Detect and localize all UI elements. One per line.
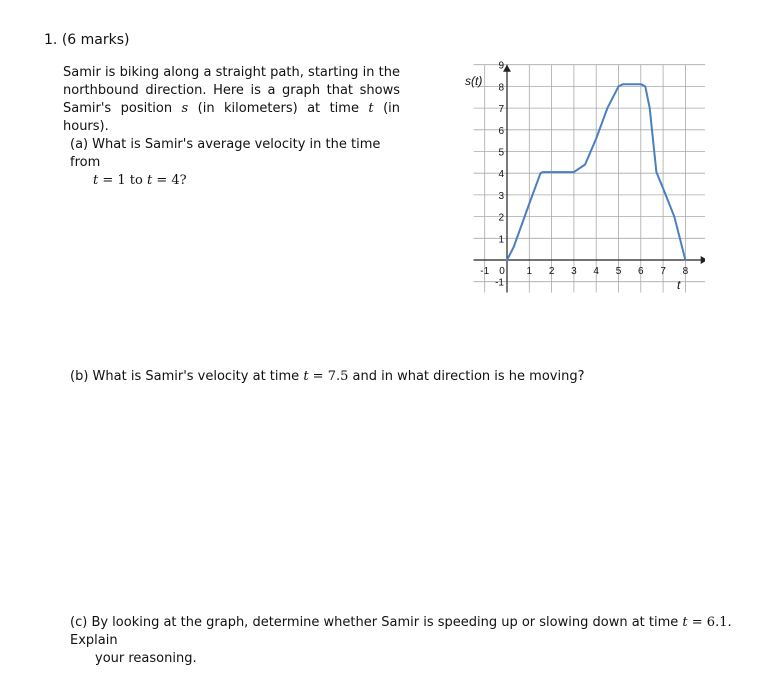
- x-tick-label: 1: [526, 266, 533, 277]
- part-b-var-t: t: [303, 369, 309, 384]
- part-a: [70, 136, 400, 190]
- intro-var-t: t: [368, 101, 374, 116]
- part-b-text-1: What is Samir's velocity at time: [92, 369, 304, 384]
- x-axis-arrow: [701, 256, 705, 264]
- intro-var-s: s: [181, 101, 189, 116]
- part-c-text-3: your reasoning.: [95, 651, 197, 666]
- part-c-var-t: t: [682, 615, 688, 630]
- position-graph: [455, 55, 705, 300]
- y-tick-label: 3: [498, 190, 504, 202]
- question-number: 1.: [44, 32, 58, 48]
- part-a-label: (a): [70, 137, 89, 152]
- part-b-eq: = 7.5: [308, 369, 349, 384]
- y-axis-label: s(t): [465, 74, 483, 88]
- part-a-math: t = 1 to t = 4?: [93, 173, 187, 188]
- part-c-text-1: By looking at the graph, determine whether Samir is speeding up or slowing down at time: [91, 615, 683, 630]
- y-tick-label: 8: [498, 82, 504, 94]
- x-tick-label: 7: [660, 266, 666, 277]
- x-tick-label: 4: [593, 266, 599, 277]
- question-intro: [63, 64, 400, 136]
- part-a-text: What is Samir's average velocity in the time from: [70, 137, 381, 170]
- y-tick-label: 5: [498, 147, 504, 159]
- y-tick-label: 7: [498, 104, 504, 116]
- intro-text-1: Samir is biking along a straight path, starting in the northbound direction. Here is a graph that shows Samir's position: [63, 65, 400, 116]
- part-c-text-2: . Explain: [70, 615, 732, 648]
- intro-text-2: (in kilometers) at time: [188, 101, 369, 116]
- intro-text-3: (in hours).: [63, 101, 400, 134]
- x-tick-label: 2: [548, 266, 555, 277]
- x-tick-label: 5: [615, 266, 622, 277]
- part-c-label: (c): [70, 615, 88, 630]
- x-tick-label: 3: [571, 266, 577, 277]
- question-header: [44, 32, 129, 48]
- part-b: [70, 368, 584, 386]
- x-tick-label: 6: [638, 266, 644, 277]
- y-tick-label: 2: [498, 212, 504, 224]
- y-axis-arrow: [503, 65, 511, 72]
- x-axis-label: t: [677, 278, 681, 292]
- part-c: [70, 614, 760, 668]
- y-tick-label: 4: [498, 169, 504, 181]
- y-tick-label: 1: [498, 234, 504, 246]
- part-b-text-2: and in what direction is he moving?: [348, 369, 585, 384]
- part-b-label: (b): [70, 369, 89, 384]
- y-tick-label: -1: [495, 277, 504, 289]
- x-tick-label: 0: [499, 266, 505, 277]
- y-tick-label: 6: [498, 125, 504, 137]
- part-c-eq: = 6.1: [687, 615, 728, 630]
- x-tick-label: -1: [480, 266, 490, 277]
- x-tick-label: 8: [682, 266, 689, 277]
- y-tick-label: 9: [498, 60, 504, 72]
- question-marks: (6 marks): [61, 32, 130, 48]
